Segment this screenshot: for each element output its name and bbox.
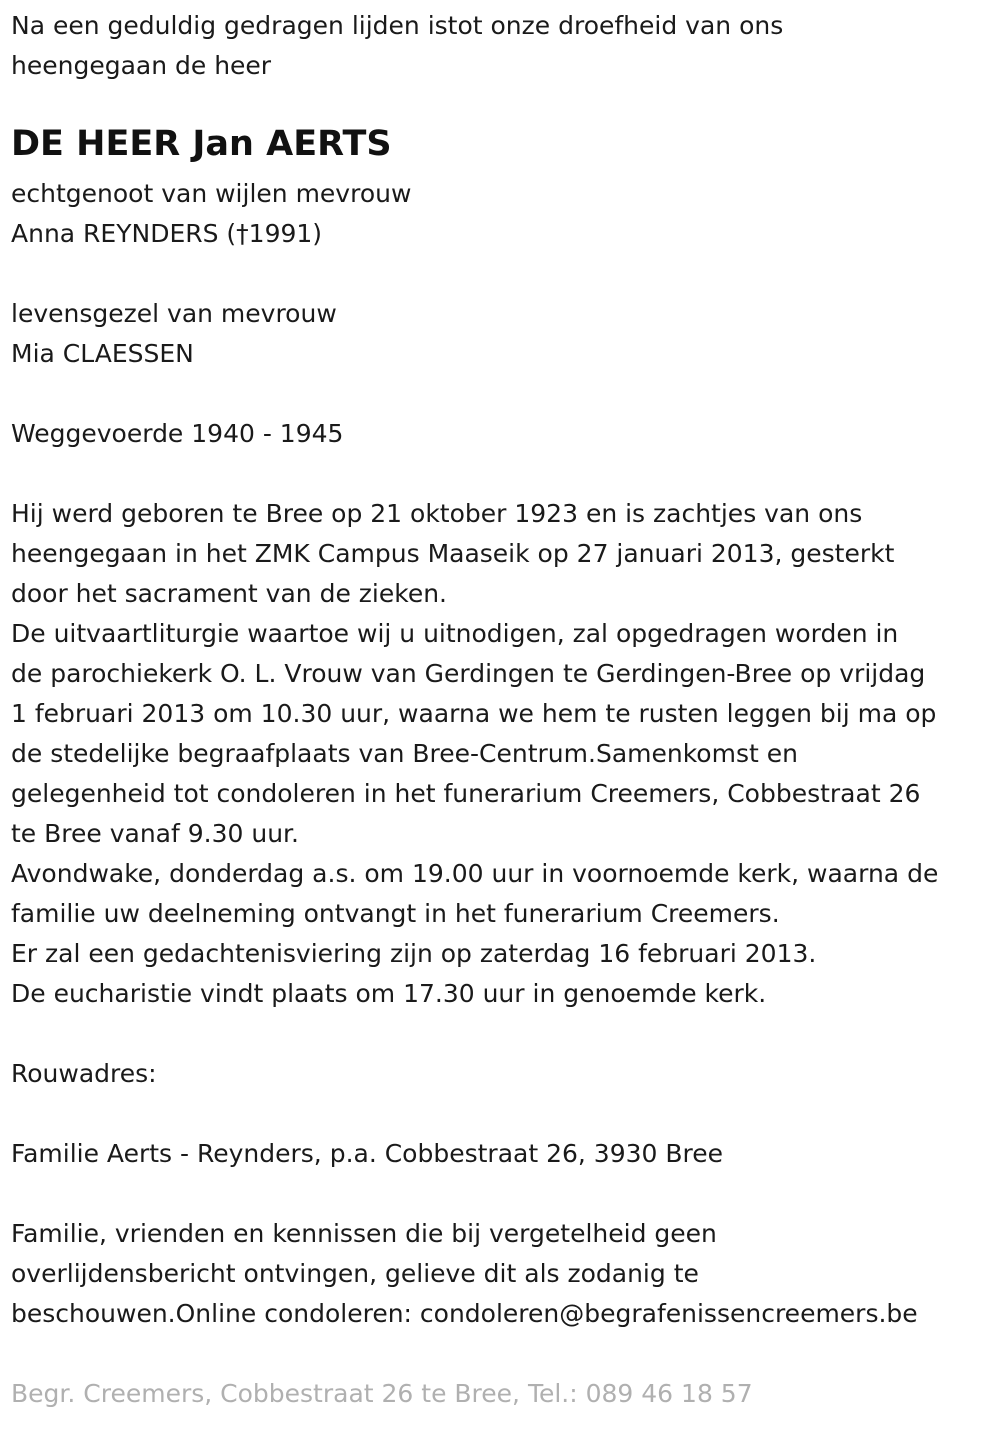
intro-line-1: Na een geduldig gedragen lijden istot onze droefheid van ons: [11, 11, 784, 40]
deceased-name: DE HEER Jan AERTS: [11, 124, 392, 164]
deportation-note: Weggevoerde 1940 - 1945: [11, 419, 344, 448]
partner-line-2: Mia CLAESSEN: [11, 339, 194, 368]
body-line-13: De eucharistie vindt plaats om 17.30 uur in genoemde kerk.: [11, 979, 767, 1008]
spouse-line-1: echtgenoot van wijlen mevrouw: [11, 179, 412, 208]
body-line-4: De uitvaartliturgie waartoe wij u uitnodigen, zal opgedragen worden in: [11, 619, 899, 648]
closing-line-2: overlijdensbericht ontvingen, gelieve dit als zodanig te: [11, 1259, 699, 1288]
mourning-address: Familie Aerts - Reynders, p.a. Cobbestraat 26, 3930 Bree: [11, 1139, 724, 1168]
partner-line-1: levensgezel van mevrouw: [11, 299, 337, 328]
spacer: [11, 1014, 996, 1054]
spouse-line-2: Anna REYNDERS (†1991): [11, 219, 323, 248]
body-line-5: de parochiekerk O. L. Vrouw van Gerdingen te Gerdingen-Bree op vrijdag: [11, 659, 926, 688]
spacer: [11, 1094, 996, 1134]
body-line-1: Hij werd geboren te Bree op 21 oktober 1923 en is zachtjes van ons: [11, 499, 863, 528]
body-line-9: te Bree vanaf 9.30 uur.: [11, 819, 299, 848]
address-label: Rouwadres:: [11, 1059, 157, 1088]
spacer: [11, 254, 996, 294]
body-line-7: de stedelijke begraafplaats van Bree-Centrum.Samenkomst en: [11, 739, 798, 768]
intro-line-2: heengegaan de heer: [11, 51, 272, 80]
funeral-home-footer: Begr. Creemers, Cobbestraat 26 te Bree, Tel.: 089 46 18 57: [11, 1379, 753, 1408]
body-line-12: Er zal een gedachtenisviering zijn op zaterdag 16 februari 2013.: [11, 939, 817, 968]
closing-line-1: Familie, vrienden en kennissen die bij vergetelheid geen: [11, 1219, 717, 1248]
spacer: [11, 374, 996, 414]
body-line-6: 1 februari 2013 om 10.30 uur, waarna we hem te rusten leggen bij ma op: [11, 699, 937, 728]
body-line-8: gelegenheid tot condoleren in het funerarium Creemers, Cobbestraat 26: [11, 779, 921, 808]
obituary-page: [11, 6, 996, 1414]
spacer: [11, 1174, 996, 1214]
body-line-2: heengegaan in het ZMK Campus Maaseik op 27 januari 2013, gesterkt: [11, 539, 895, 568]
spacer: [11, 454, 996, 494]
spacer: [11, 1334, 996, 1374]
closing-line-3: beschouwen.Online condoleren: condoleren@begrafenissencreemers.be: [11, 1299, 918, 1328]
body-line-11: familie uw deelneming ontvangt in het funerarium Creemers.: [11, 899, 780, 928]
body-line-10: Avondwake, donderdag a.s. om 19.00 uur in voornoemde kerk, waarna de: [11, 859, 939, 888]
body-line-3: door het sacrament van de zieken.: [11, 579, 447, 608]
